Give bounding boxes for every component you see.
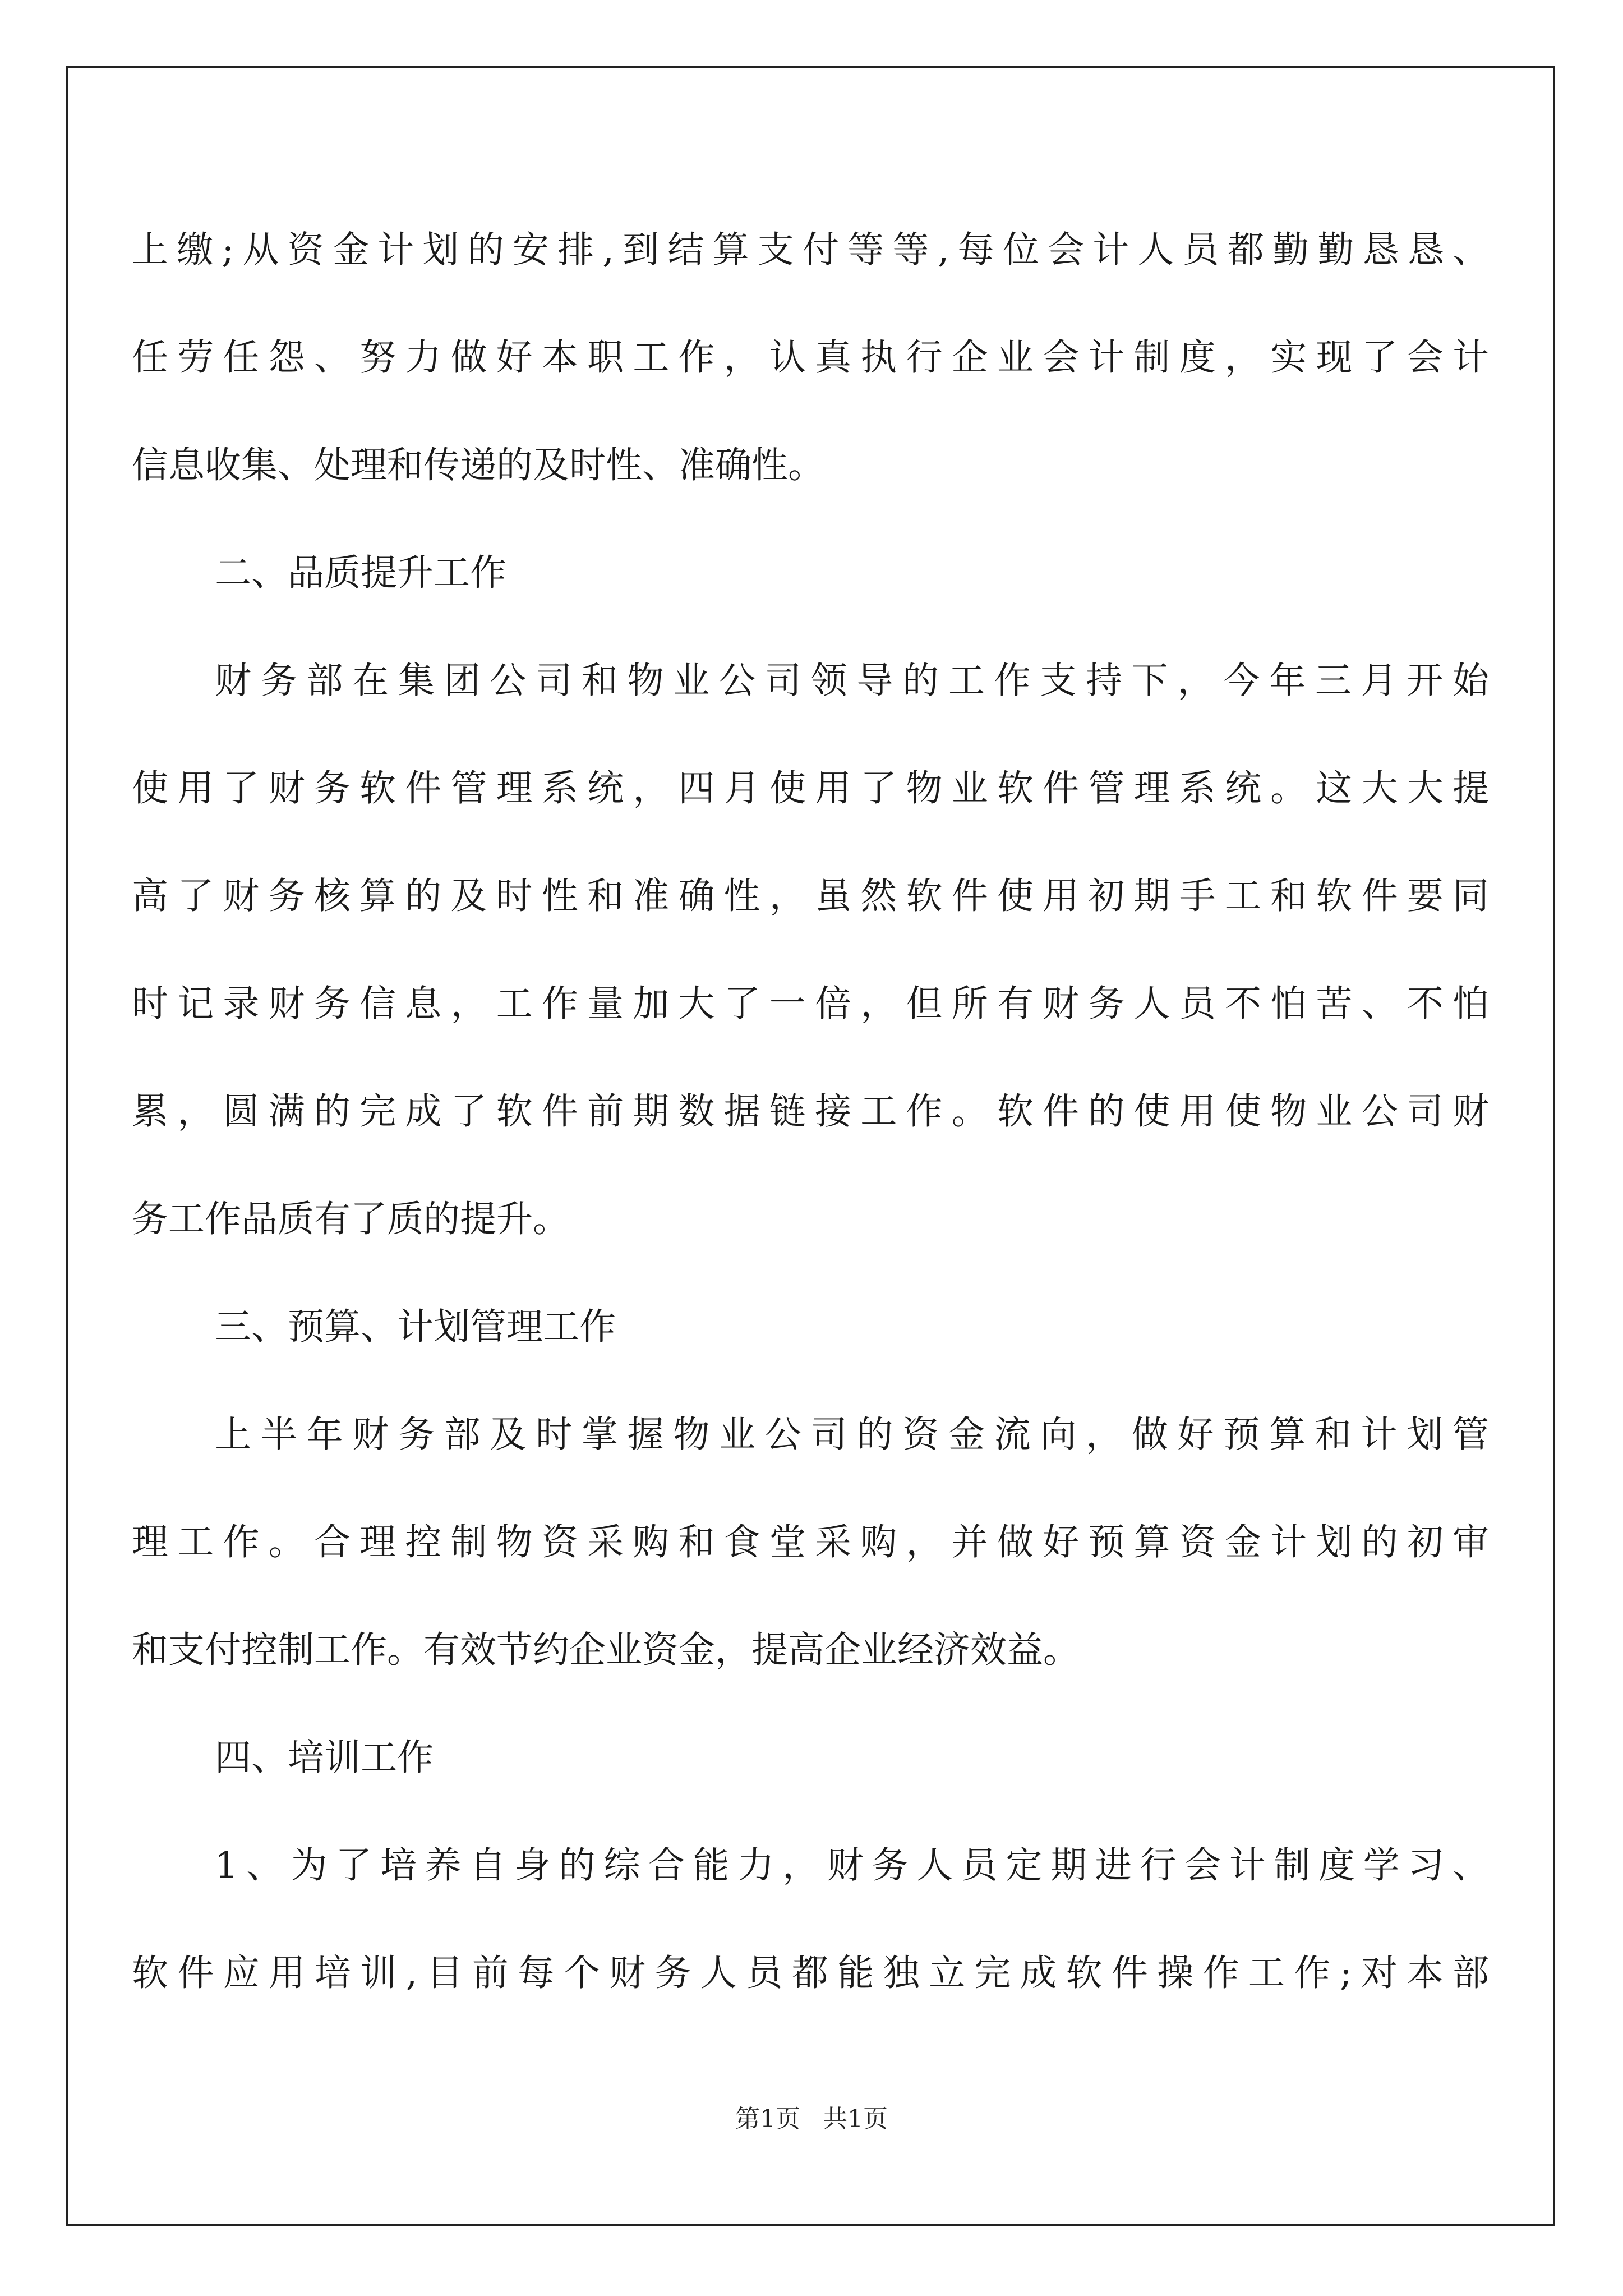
paragraph-line: 和支付控制工作。有效节约企业资金，提高企业经济效益。 xyxy=(132,1629,1080,1671)
document-body xyxy=(132,196,1489,2027)
paragraph-line: 任劳任怨、努力做好本职工作，认真执行企业会计制度，实现了会计 xyxy=(132,337,1489,379)
section-heading: 四、培训工作 xyxy=(215,1737,434,1779)
paragraph-line: 上缴;从资金计划的安排,到结算支付等等,每位会计人员都勤勤恳恳、 xyxy=(132,229,1489,271)
paragraph-line: 高了财务核算的及时性和准确性，虽然软件使用初期手工和软件要同 xyxy=(132,875,1489,917)
page-total: 共1页 xyxy=(823,2105,888,2133)
paragraph-line: 上半年财务部及时掌握物业公司的资金流向，做好预算和计划管 xyxy=(215,1414,1489,1456)
paragraph-line: 信息收集、处理和传递的及时性、准确性。 xyxy=(132,444,825,486)
paragraph-line: 使用了财务软件管理系统，四月使用了物业软件管理系统。这大大提 xyxy=(132,767,1489,809)
paragraph-line: 软件应用培训,目前每个财务人员都能独立完成软件操作工作;对本部 xyxy=(132,1952,1489,1994)
section-heading: 三、预算、计划管理工作 xyxy=(215,1306,616,1348)
paragraph-line: 理工作。合理控制物资采购和食堂采购，并做好预算资金计划的初审 xyxy=(132,1521,1489,1563)
paragraph-line: 时记录财务信息，工作量加大了一倍，但所有财务人员不怕苦、不怕 xyxy=(132,983,1489,1025)
paragraph-line: 累，圆满的完成了软件前期数据链接工作。软件的使用使物业公司财 xyxy=(132,1091,1489,1133)
section-heading: 二、品质提升工作 xyxy=(215,552,507,594)
paragraph-line: 财务部在集团公司和物业公司领导的工作支持下，今年三月开始 xyxy=(215,660,1489,702)
page-number: 第1页 xyxy=(735,2105,800,2133)
paragraph-line: 务工作品质有了质的提升。 xyxy=(132,1198,570,1240)
page-footer xyxy=(0,2102,1623,2136)
paragraph-line: 1、为了培养自身的综合能力，财务人员定期进行会计制度学习、 xyxy=(215,1844,1489,1887)
